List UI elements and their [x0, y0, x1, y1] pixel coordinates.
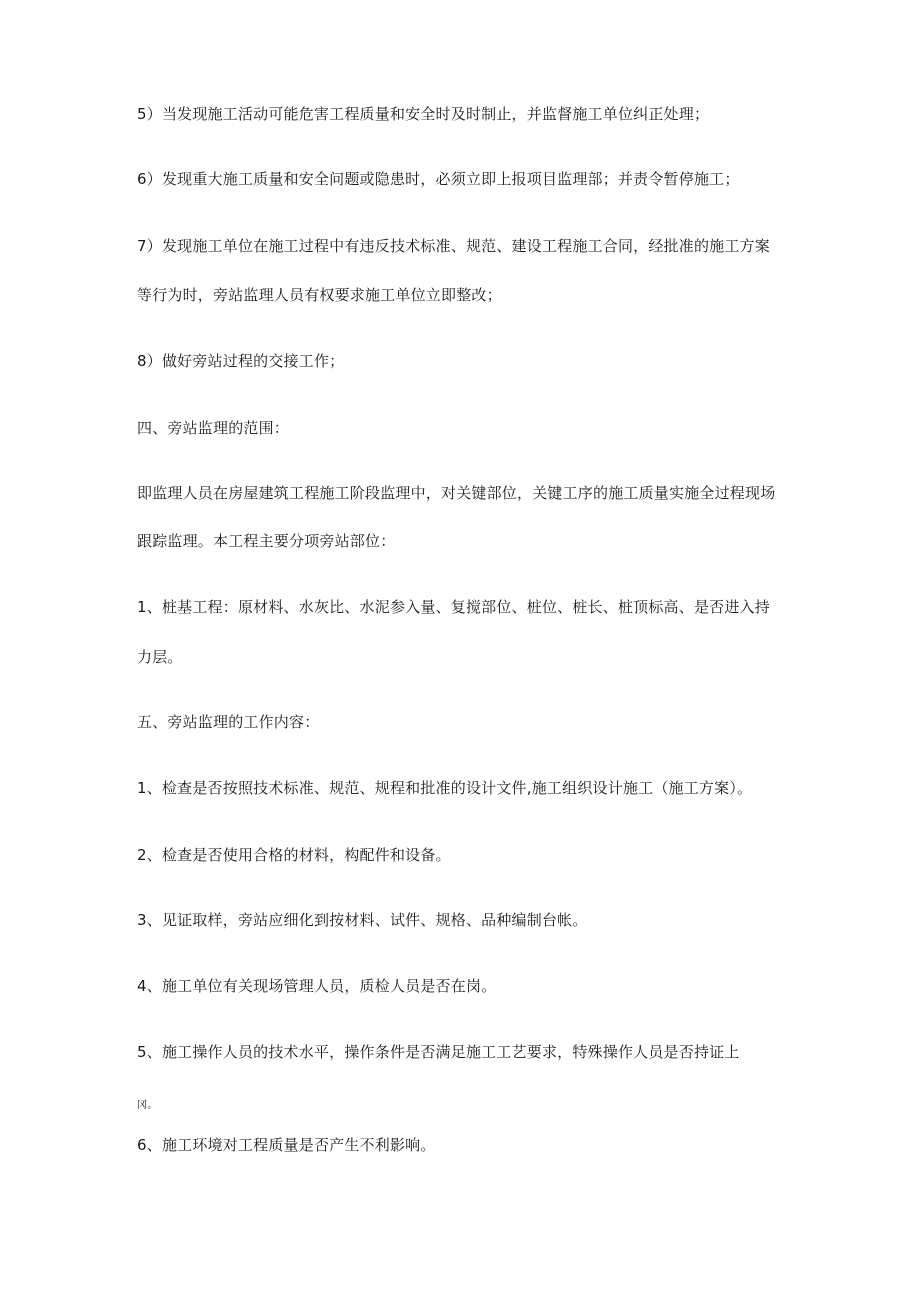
text-line-item-7-part2: 等行为时，旁站监理人员有权要求施工单位立即整改； [137, 286, 502, 304]
text-line-work-5-part2: 冈。 [137, 1100, 158, 1111]
text-line-pile-part1: 1、桩基工程：原材料、水灰比、水泥参入量、复搅部位、桩位、桩长、桩顶标高、是否进入持 [137, 598, 770, 616]
text-line-item-5: 5）当发现施工活动可能危害工程质量和安全时及时制止，并监督施工单位纠正处理； [137, 105, 710, 123]
text-line-work-3: 3、见证取样，旁站应细化到按材料、试件、规格、品种编制台帐。 [137, 911, 588, 929]
text-line-work-4: 4、施工单位有关现场管理人员，质检人员是否在岗。 [137, 977, 497, 995]
section-heading-work-content: 五、旁站监理的工作内容： [137, 713, 320, 731]
text-line-work-2: 2、检查是否使用合格的材料，构配件和设备。 [137, 846, 451, 864]
text-line-item-6: 6）发现重大施工质量和安全问题或隐患时，必须立即上报项目监理部；并责令暂停施工； [137, 170, 740, 188]
text-line-pile-part2: 力层。 [137, 648, 183, 666]
text-line-item-7-part1: 7）发现施工单位在施工过程中有违反技术标准、规范、建设工程施工合同，经批准的施工方案 [137, 237, 770, 255]
text-line-scope-part2: 跟踪监理。本工程主要分项旁站部位： [137, 532, 396, 550]
text-line-work-1: 1、检查是否按照技术标准、规范、规程和批准的设计文件,施工组织设计施工（施工方案）。 [137, 779, 753, 797]
text-line-scope-part1: 即监理人员在房屋建筑工程施工阶段监理中，对关键部位，关键工序的施工质量实施全过程现场 [137, 484, 776, 502]
text-line-item-8: 8）做好旁站过程的交接工作； [137, 352, 345, 370]
text-line-work-6: 6、施工环境对工程质量是否产生不利影响。 [137, 1136, 436, 1154]
text-line-work-5-part1: 5、施工操作人员的技术水平，操作条件是否满足施工工艺要求，特殊操作人员是否持证上 [137, 1043, 740, 1061]
section-heading-scope: 四、旁站监理的范围： [137, 419, 290, 437]
